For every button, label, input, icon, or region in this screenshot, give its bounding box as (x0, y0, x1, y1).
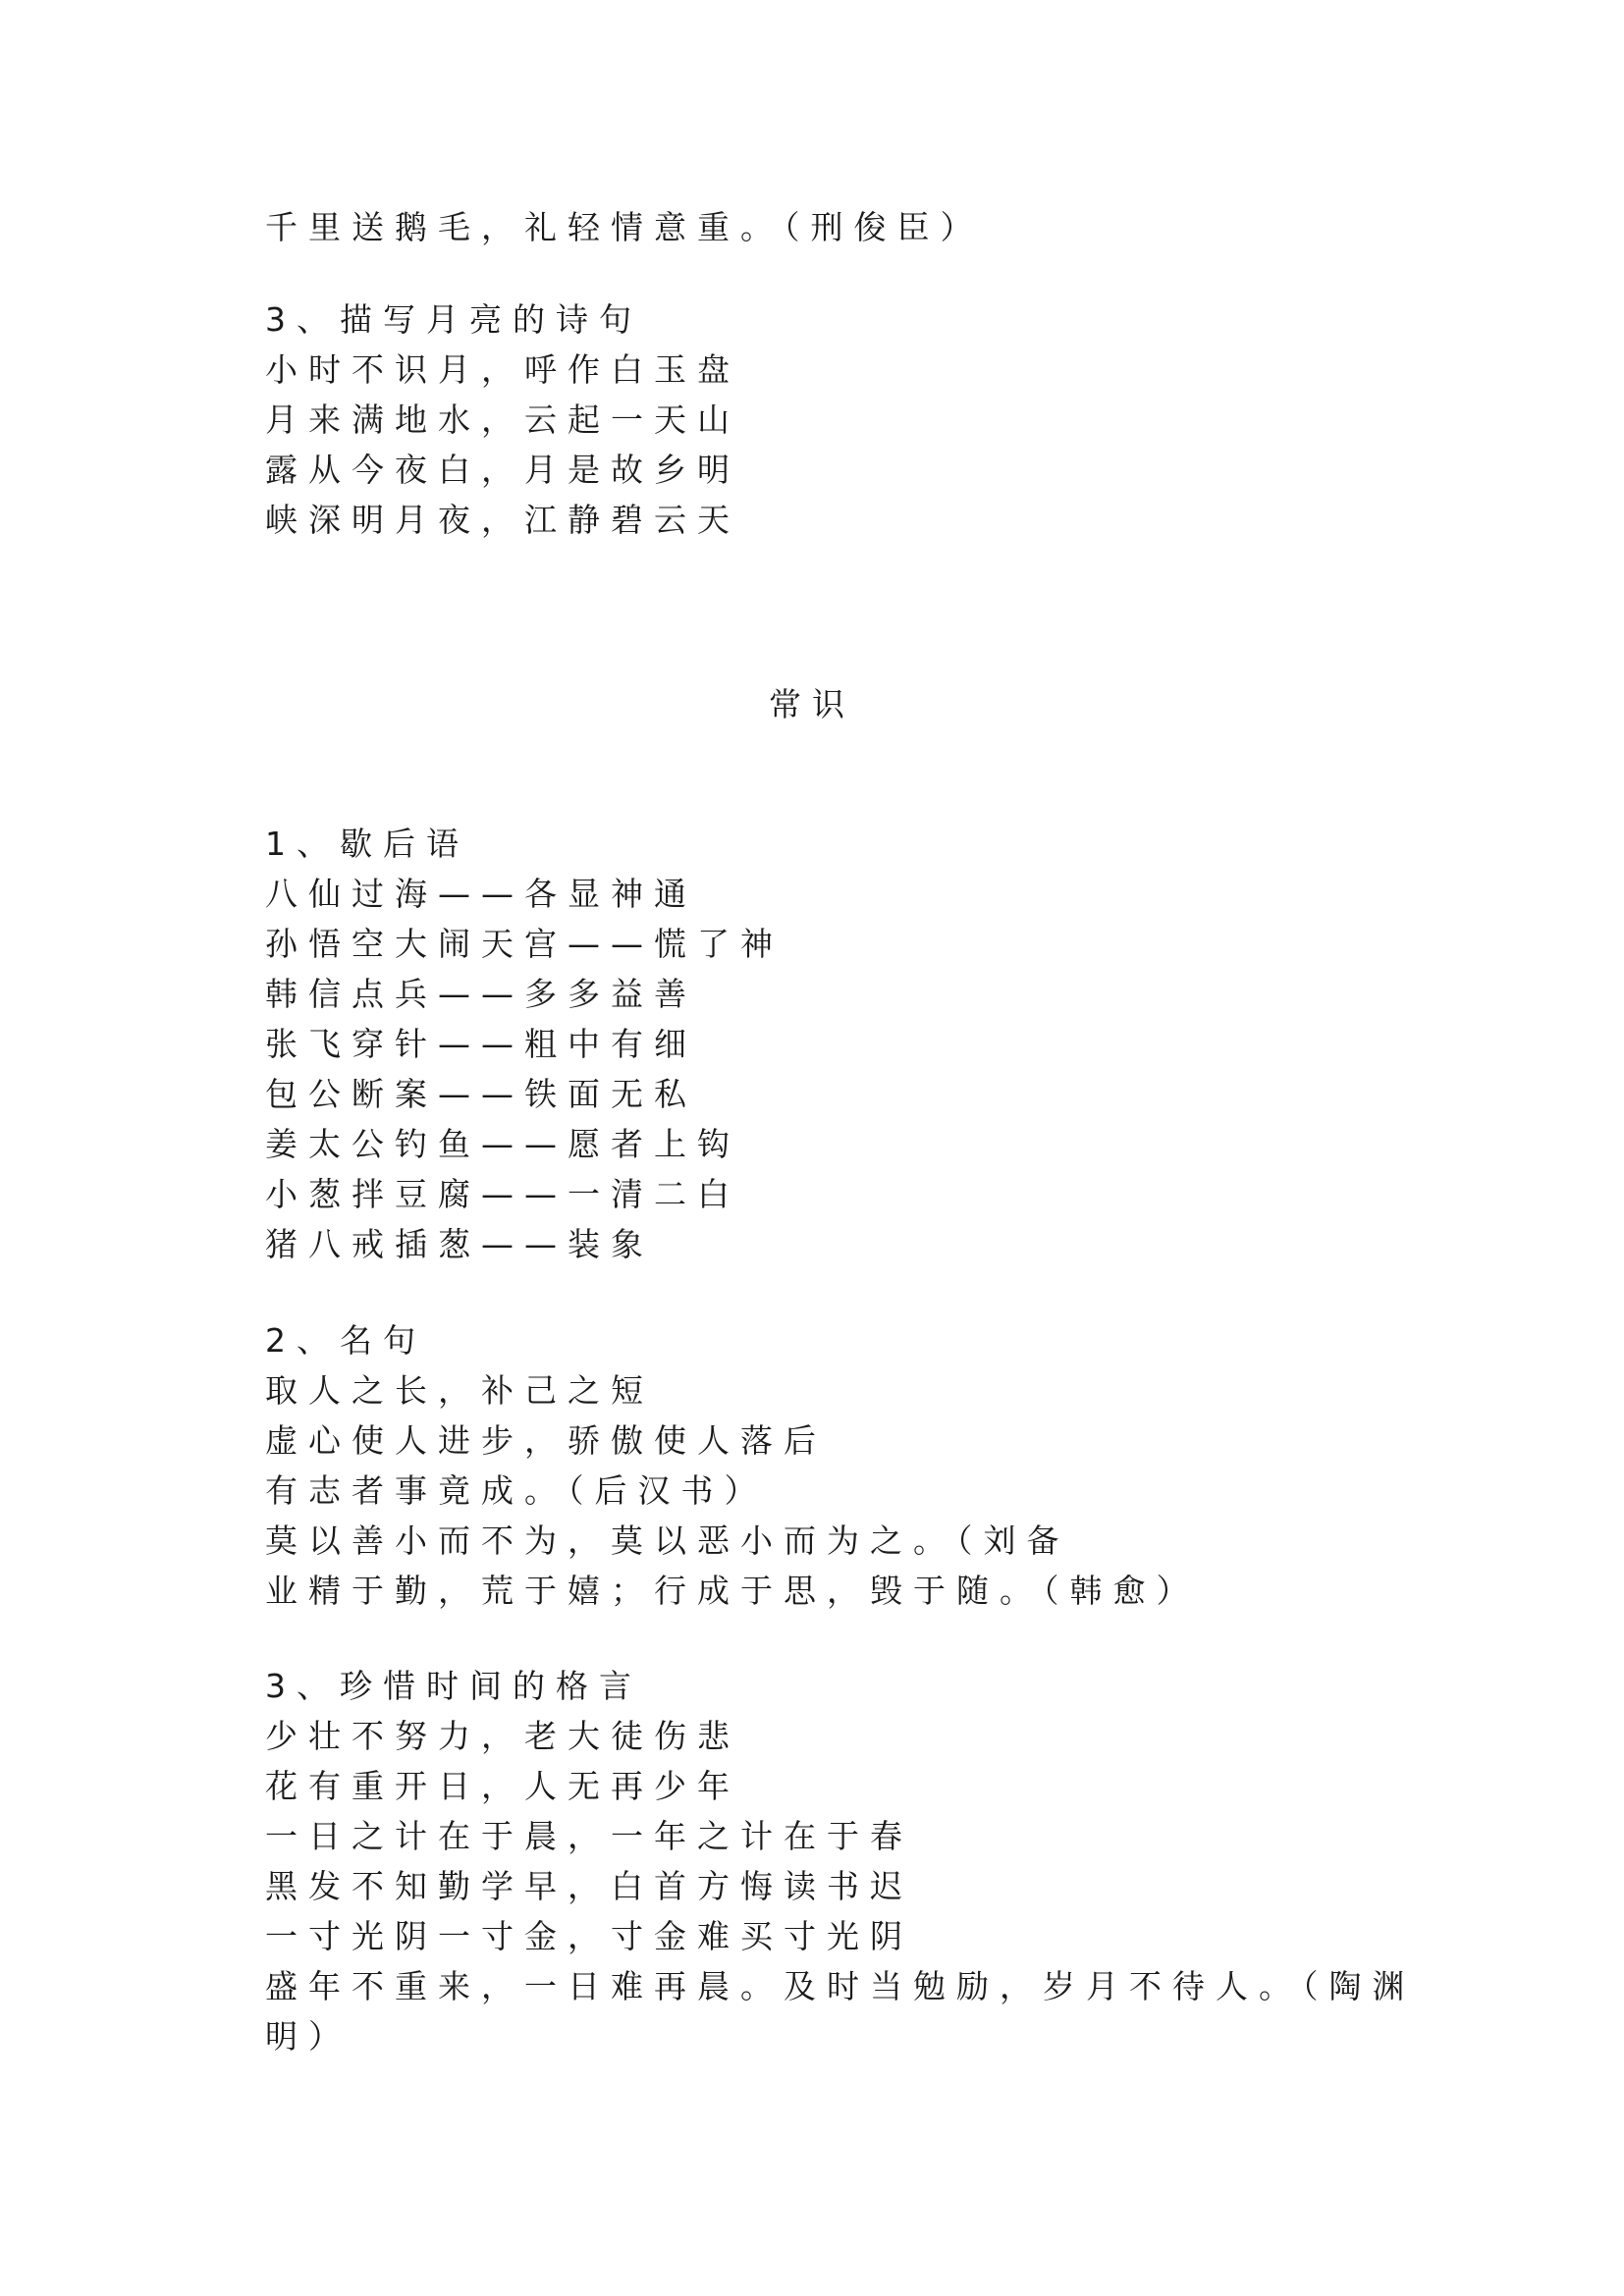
text-line: 姜太公钓鱼——愿者上钩 (265, 1125, 740, 1163)
text-line: 包公断案——铁面无私 (265, 1075, 697, 1113)
text-line: 一寸光阴一寸金，寸金难买寸光阴 (265, 1917, 913, 1955)
text-line: 虚心使人进步，骄傲使人落后 (265, 1421, 827, 1460)
text-line: 小葱拌豆腐——一清二白 (265, 1175, 740, 1213)
text-line: 峡深明月夜，江静碧云天 (265, 501, 740, 539)
text-line: 业精于勤，荒于嬉；行成于思，毁于随。（韩愈） (265, 1572, 1200, 1610)
text-line: 露从今夜白，月是故乡明 (265, 451, 740, 489)
text-line: 月来满地水，云起一天山 (265, 400, 740, 439)
section-heading-moon: 3、描写月亮的诗句 (265, 300, 642, 339)
text-line: 千里送鹅毛，礼轻情意重。（刑俊臣） (265, 208, 984, 246)
text-line: 明） (265, 2017, 352, 2056)
section-heading-time: 3、珍惜时间的格言 (265, 1667, 642, 1705)
text-line: 黑发不知勤学早，白首方悔读书迟 (265, 1867, 913, 1905)
section-heading-mingju: 2、名句 (265, 1321, 426, 1360)
text-line: 张飞穿针——粗中有细 (265, 1025, 697, 1063)
text-line: 韩信点兵——多多益善 (265, 975, 697, 1013)
section-title: 常识 (769, 685, 855, 723)
text-line: 盛年不重来，一日难再晨。及时当勉励，岁月不待人。（陶渊 (265, 1967, 1416, 2005)
text-line: 八仙过海——各显神通 (265, 875, 697, 913)
section-heading-xiehouyu: 1、歇后语 (265, 825, 469, 863)
text-line: 孙悟空大闹天宫——慌了神 (265, 925, 784, 963)
text-line: 莫以善小而不为，莫以恶小而为之。（刘备 (265, 1522, 1070, 1560)
text-line: 少壮不努力，老大徒伤悲 (265, 1717, 740, 1755)
text-line: 小时不识月，呼作白玉盘 (265, 350, 740, 389)
text-line: 猪八戒插葱——装象 (265, 1225, 654, 1263)
text-line: 一日之计在于晨，一年之计在于春 (265, 1817, 913, 1855)
text-line: 有志者事竟成。（后汉书） (265, 1471, 768, 1510)
text-line: 取人之长，补己之短 (265, 1371, 654, 1410)
text-line: 花有重开日，人无再少年 (265, 1767, 740, 1805)
